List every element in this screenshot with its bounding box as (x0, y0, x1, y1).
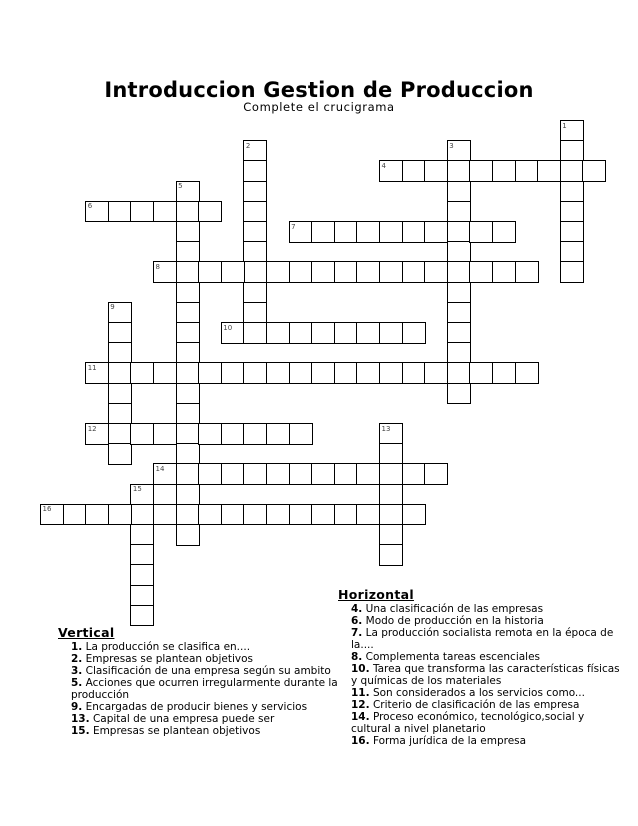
crossword-cell[interactable] (85, 504, 109, 526)
crossword-cell[interactable] (402, 261, 426, 283)
clue-text: Empresas se plantean objetivos (89, 725, 261, 737)
horizontal-clue (338, 615, 620, 627)
crossword-cell[interactable] (243, 261, 267, 283)
crossword-cell[interactable] (243, 504, 267, 526)
crossword-cell[interactable] (289, 463, 313, 485)
vertical-clue (58, 713, 340, 725)
crossword-cell[interactable] (469, 362, 493, 384)
clue-num: 5. (71, 677, 83, 689)
crossword-cell[interactable] (356, 261, 380, 283)
crossword-cell[interactable] (402, 322, 426, 344)
crossword-cell[interactable] (153, 504, 177, 526)
crossword-cell[interactable] (176, 302, 200, 324)
crossword-cell[interactable] (108, 322, 132, 344)
clue-num: 11. (351, 687, 370, 699)
page-title: Introduccion Gestion de Produccion (104, 78, 534, 102)
crossword-cell[interactable] (469, 160, 493, 182)
crossword-cell[interactable] (356, 221, 380, 243)
crossword-cell[interactable] (560, 221, 584, 243)
crossword-cell[interactable] (130, 423, 154, 445)
crossword-cell[interactable] (243, 221, 267, 243)
crossword-cell[interactable] (447, 201, 471, 223)
crossword-cell[interactable] (130, 524, 154, 546)
crossword-cell[interactable] (176, 484, 200, 506)
crossword-cell[interactable] (515, 362, 539, 384)
clue-num: 3. (71, 665, 83, 677)
crossword-cell[interactable] (289, 423, 313, 445)
clue-num: 9. (71, 701, 83, 713)
clue-text: Una clasificación de las empresas (362, 603, 544, 615)
crossword-cell[interactable] (492, 261, 516, 283)
vertical-clue (58, 665, 340, 677)
vertical-clue (58, 701, 340, 713)
crossword-cell[interactable] (63, 504, 87, 526)
crossword-cell[interactable] (560, 160, 584, 182)
clue-num: 10. (351, 663, 370, 675)
crossword-cell[interactable] (108, 362, 132, 384)
crossword-cell[interactable] (311, 504, 335, 526)
crossword-cell[interactable] (379, 524, 403, 546)
crossword-cell[interactable] (356, 322, 380, 344)
horizontal-heading: Horizontal (338, 587, 414, 602)
crossword-cell[interactable] (492, 160, 516, 182)
crossword-cell[interactable] (176, 403, 200, 425)
crossword-cell[interactable] (379, 544, 403, 566)
clue-num: 13. (71, 713, 90, 725)
crossword-cell[interactable] (289, 504, 313, 526)
crossword-cell[interactable] (334, 362, 358, 384)
crossword-cell[interactable] (560, 261, 584, 283)
crossword-cell[interactable] (447, 160, 471, 182)
crossword-cell[interactable] (311, 221, 335, 243)
crossword-cell[interactable] (379, 463, 403, 485)
clue-number: 9 (110, 303, 115, 312)
crossword-cell[interactable] (266, 322, 290, 344)
crossword-cell[interactable] (515, 160, 539, 182)
clue-num: 2. (71, 653, 83, 665)
crossword-cell[interactable] (424, 261, 448, 283)
crossword-cell[interactable] (130, 544, 154, 566)
crossword-cell[interactable] (447, 383, 471, 405)
crossword-cell[interactable] (176, 443, 200, 465)
clue-num: 14. (351, 711, 370, 723)
crossword-cell[interactable] (447, 181, 471, 203)
crossword-cell[interactable] (243, 160, 267, 182)
crossword-cell[interactable] (560, 201, 584, 223)
horizontal-clue (338, 651, 620, 663)
crossword-cell[interactable] (176, 504, 200, 526)
crossword-cell[interactable] (560, 140, 584, 162)
crossword-cell[interactable] (379, 362, 403, 384)
crossword-cell[interactable] (198, 362, 222, 384)
crossword-cell[interactable] (130, 201, 154, 223)
clue-number: 16 (42, 505, 52, 514)
crossword-cell[interactable] (356, 504, 380, 526)
crossword-cell[interactable] (560, 241, 584, 263)
crossword-cell[interactable] (153, 423, 177, 445)
horizontal-clue (338, 687, 620, 699)
vertical-clue (58, 653, 340, 665)
crossword-cell[interactable] (334, 463, 358, 485)
crossword-cell[interactable] (402, 160, 426, 182)
crossword-cell[interactable] (356, 362, 380, 384)
crossword-cell[interactable] (379, 322, 403, 344)
crossword-cell[interactable] (176, 524, 200, 546)
clue-text: Tarea que transforma las características físicas y químicas de los materiales (351, 663, 620, 687)
clue-num: 4. (351, 603, 363, 615)
crossword-cell[interactable] (515, 261, 539, 283)
page-subtitle: Complete el crucigrama (243, 100, 395, 114)
clue-text: Capital de una empresa puede ser (89, 713, 275, 725)
crossword-cell[interactable] (266, 261, 290, 283)
clue-num: 12. (351, 699, 370, 711)
crossword-cell[interactable] (447, 261, 471, 283)
crossword-cell[interactable] (243, 282, 267, 304)
crossword-cell[interactable] (266, 504, 290, 526)
crossword-cell[interactable] (243, 302, 267, 324)
clue-text: Acciones que ocurren irregularmente durante la producción (71, 677, 338, 701)
clue-text: Clasificación de una empresa según su ambito (82, 665, 331, 677)
crossword-cell[interactable] (243, 181, 267, 203)
crossword-cell[interactable] (379, 484, 403, 506)
crossword-cell[interactable] (379, 221, 403, 243)
crossword-cell[interactable] (424, 463, 448, 485)
crossword-cell[interactable] (153, 201, 177, 223)
crossword-cell[interactable] (447, 221, 471, 243)
clue-text: Complementa tareas escenciales (362, 651, 541, 663)
crossword-cell[interactable] (266, 362, 290, 384)
clue-num: 7. (351, 627, 363, 639)
crossword-cell[interactable] (447, 282, 471, 304)
crossword-cell[interactable] (221, 423, 245, 445)
horizontal-clue (338, 663, 620, 687)
clue-text: Encargadas de producir bienes y servicios (82, 701, 308, 713)
crossword-cell[interactable] (402, 504, 426, 526)
crossword-cell[interactable] (176, 201, 200, 223)
clue-text: Proceso económico, tecnológico,social y cultural a nivel planetario (351, 711, 585, 735)
clue-number: 12 (87, 424, 97, 433)
crossword-cell[interactable] (221, 261, 245, 283)
crossword-cell[interactable] (334, 261, 358, 283)
clue-number: 7 (291, 222, 296, 231)
crossword-cell[interactable] (560, 181, 584, 203)
crossword-cell[interactable] (447, 241, 471, 263)
crossword-cell[interactable] (221, 504, 245, 526)
crossword-cell[interactable] (311, 362, 335, 384)
crossword-cell[interactable] (243, 362, 267, 384)
crossword-cell[interactable] (379, 261, 403, 283)
crossword-cell[interactable] (447, 302, 471, 324)
crossword-cell[interactable] (108, 403, 132, 425)
clue-number: 1 (562, 121, 567, 130)
crossword-cell[interactable] (221, 362, 245, 384)
crossword-cell[interactable] (108, 443, 132, 465)
crossword-cell[interactable] (243, 201, 267, 223)
crossword-cell[interactable] (289, 322, 313, 344)
vertical-clue (58, 725, 340, 737)
clue-number: 13 (381, 424, 391, 433)
crossword-cell[interactable] (130, 362, 154, 384)
crossword-cell[interactable] (379, 504, 403, 526)
crossword-cell[interactable] (176, 463, 200, 485)
crossword-cell[interactable] (221, 463, 245, 485)
crossword-cell[interactable] (153, 362, 177, 384)
crossword-cell[interactable] (402, 221, 426, 243)
crossword-cell[interactable] (108, 504, 132, 526)
crossword-cell[interactable] (289, 261, 313, 283)
crossword-cell[interactable] (176, 261, 200, 283)
clue-text: Criterio de clasificación de las empresa (369, 699, 580, 711)
crossword-cell[interactable] (402, 362, 426, 384)
clue-number: 8 (155, 262, 160, 271)
clue-number: 15 (132, 485, 142, 494)
clue-number: 6 (87, 202, 93, 211)
crossword-cell[interactable] (176, 362, 200, 384)
crossword-cell[interactable] (334, 322, 358, 344)
crossword-cell[interactable] (469, 221, 493, 243)
clue-text: Son considerados a los servicios como... (369, 687, 585, 699)
clue-number: 5 (178, 182, 183, 191)
clue-text: Empresas se plantean objetivos (82, 653, 253, 665)
clue-number: 11 (87, 363, 97, 372)
clue-number: 3 (449, 141, 454, 150)
clue-text: La producción socialista remota en la época de la.... (351, 627, 614, 651)
vertical-clues (58, 627, 340, 737)
crossword-cell[interactable] (243, 322, 267, 344)
clue-number: 4 (381, 161, 386, 170)
vertical-clue (58, 677, 340, 701)
clue-num: 15. (71, 725, 90, 737)
crossword-cell[interactable] (469, 261, 493, 283)
crossword-cell[interactable] (176, 342, 200, 364)
horizontal-clue (338, 603, 620, 615)
horizontal-clue (338, 627, 620, 651)
crossword-cell[interactable] (176, 383, 200, 405)
clue-number: 2 (245, 141, 251, 150)
crossword-cell[interactable] (447, 362, 471, 384)
crossword-cell[interactable] (311, 322, 335, 344)
crossword-cell[interactable] (289, 362, 313, 384)
crossword-cell[interactable] (130, 585, 154, 607)
clue-num: 16. (351, 735, 370, 747)
crossword-cell[interactable] (379, 443, 403, 465)
clue-number: 14 (155, 464, 165, 473)
crossword-cell[interactable] (108, 342, 132, 364)
crossword-cell[interactable] (198, 261, 222, 283)
crossword-cell[interactable] (447, 342, 471, 364)
crossword-cell[interactable] (198, 504, 222, 526)
crossword-cell[interactable] (424, 160, 448, 182)
crossword-cell[interactable] (402, 463, 426, 485)
crossword-cell[interactable] (424, 221, 448, 243)
crossword-cell[interactable] (176, 423, 200, 445)
horizontal-clue (338, 699, 620, 711)
vertical-heading: Vertical (58, 625, 115, 640)
clue-num: 6. (351, 615, 363, 627)
crossword-cell[interactable] (334, 221, 358, 243)
crossword-cell[interactable] (176, 322, 200, 344)
crossword-cell[interactable] (266, 463, 290, 485)
crossword-cell[interactable] (198, 463, 222, 485)
clue-num: 8. (351, 651, 363, 663)
vertical-clue (58, 641, 340, 653)
crossword-cell[interactable] (108, 423, 132, 445)
clue-num: 1. (71, 641, 83, 653)
crossword-cell[interactable] (176, 241, 200, 263)
crossword-cell[interactable] (492, 221, 516, 243)
horizontal-clue (338, 711, 620, 735)
crossword-cell[interactable] (266, 423, 290, 445)
crossword-cell[interactable] (356, 463, 380, 485)
crossword-cell[interactable] (311, 261, 335, 283)
clue-text: Modo de producción en la historia (362, 615, 544, 627)
crossword-cell[interactable] (243, 423, 267, 445)
crossword-cell[interactable] (130, 564, 154, 586)
crossword-cell[interactable] (108, 383, 132, 405)
crossword-cell[interactable] (130, 605, 154, 627)
clue-text: La producción se clasifica en.... (82, 641, 251, 653)
crossword-cell[interactable] (176, 282, 200, 304)
crossword-cell[interactable] (198, 423, 222, 445)
crossword-cell[interactable] (447, 322, 471, 344)
crossword-cell[interactable] (108, 201, 132, 223)
clue-text: Forma jurídica de la empresa (369, 735, 527, 747)
crossword-cell[interactable] (176, 221, 200, 243)
crossword-cell[interactable] (424, 362, 448, 384)
crossword-cell[interactable] (243, 463, 267, 485)
crossword-cell[interactable] (130, 504, 154, 526)
crossword-cell[interactable] (582, 160, 606, 182)
clue-number: 10 (223, 323, 233, 332)
horizontal-clue (338, 735, 620, 747)
crossword-cell[interactable] (334, 504, 358, 526)
crossword-cell[interactable] (198, 201, 222, 223)
horizontal-clues (338, 589, 620, 747)
crossword-cell[interactable] (537, 160, 561, 182)
crossword-cell[interactable] (492, 362, 516, 384)
crossword-cell[interactable] (243, 241, 267, 263)
crossword-cell[interactable] (311, 463, 335, 485)
